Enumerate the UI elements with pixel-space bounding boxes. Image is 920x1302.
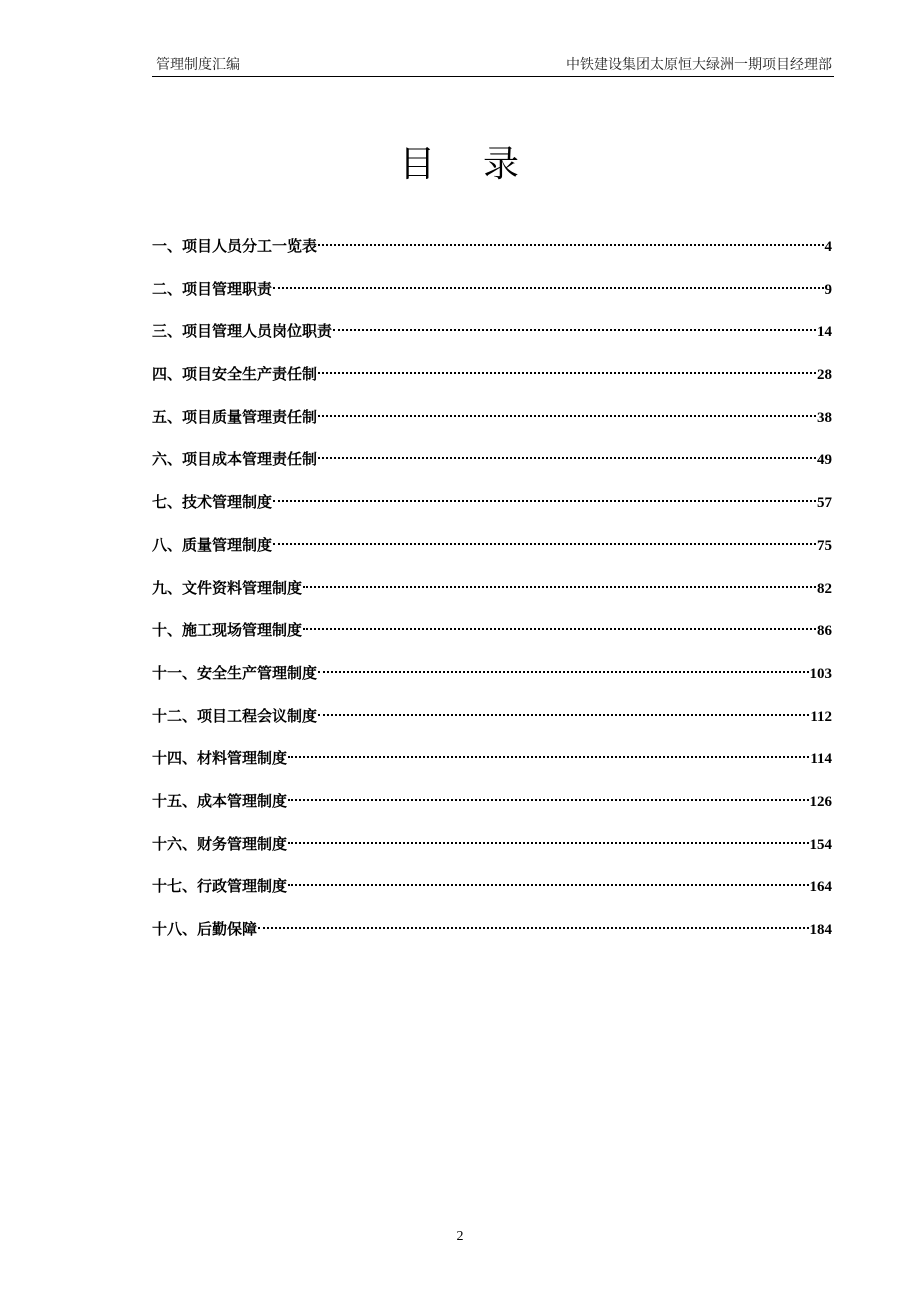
toc-entry-title: 三、项目管理人员岗位职责 [152,322,333,341]
toc-entry-page: 154 [809,836,832,853]
page-header [152,54,834,77]
toc-entry-title: 五、项目质量管理责任制 [152,407,318,426]
toc-dot-leader [333,329,816,331]
toc-dot-leader [273,500,816,502]
toc-dot-leader [318,671,808,673]
toc-entry-title: 十、施工现场管理制度 [152,621,303,640]
toc-entry[interactable] [152,576,832,619]
toc-dot-leader [303,586,816,588]
toc-entry-title: 十四、材料管理制度 [152,749,288,768]
toc-entry-title: 六、项目成本管理责任制 [152,450,318,469]
toc-dot-leader [258,927,808,929]
toc-entry-page: 49 [817,452,832,469]
toc-entry[interactable] [152,874,832,917]
toc-entry-title: 二、项目管理职责 [152,279,273,298]
toc-entry-page: 164 [809,879,832,896]
toc-title-char: 目 [399,144,437,185]
toc-entry[interactable] [152,832,832,875]
toc-entry-title: 十七、行政管理制度 [152,877,288,896]
page-number: 2 [456,1229,464,1244]
header-document-title: 管理制度汇编 [156,57,240,73]
toc-entry-title: 十二、项目工程会议制度 [152,706,318,725]
toc-entry-page: 9 [824,281,832,298]
toc-entry[interactable] [152,533,832,576]
toc-dot-leader [273,287,823,289]
toc-dot-leader [303,628,816,630]
toc-dot-leader [288,884,808,886]
toc-entry-page: 82 [817,580,832,597]
toc-dot-leader [318,457,816,459]
toc-entry-page: 75 [817,537,832,554]
toc-entry[interactable] [152,661,832,704]
toc-entry[interactable] [152,362,832,405]
toc-entry-page: 103 [809,665,832,682]
toc-entry[interactable] [152,277,832,320]
toc-title-char: 录 [483,144,521,185]
toc-list [152,234,832,960]
toc-entry-title: 十五、成本管理制度 [152,791,288,810]
toc-entry[interactable] [152,746,832,789]
toc-entry[interactable] [152,789,832,832]
toc-entry-title: 十八、后勤保障 [152,920,258,938]
toc-dot-leader [318,372,816,374]
toc-entry-page: 126 [809,793,832,810]
toc-entry-title: 四、项目安全生产责任制 [152,365,318,384]
toc-entry-title: 八、质量管理制度 [152,535,273,554]
toc-entry-page: 38 [817,409,832,426]
toc-entry[interactable] [152,405,832,448]
toc-entry-title: 一、项目人员分工一览表 [152,237,318,255]
toc-entry-title: 十六、财务管理制度 [152,834,288,853]
toc-entry-title: 七、技术管理制度 [152,493,273,512]
toc-entry[interactable] [152,234,832,277]
toc-entry-page: 14 [817,324,832,341]
toc-dot-leader [273,543,816,545]
toc-entry[interactable] [152,319,832,362]
toc-entry[interactable] [152,704,832,747]
toc-entry-title: 十一、安全生产管理制度 [152,663,318,682]
toc-entry-page: 86 [817,623,832,640]
header-organization: 中铁建设集团太原恒大绿洲一期项目经理部 [566,57,832,73]
toc-dot-leader [288,799,808,801]
toc-dot-leader [288,756,809,758]
toc-entry-title: 九、文件资料管理制度 [152,578,303,597]
toc-entry-page: 57 [817,495,832,512]
toc-entry-page: 184 [809,922,832,938]
toc-entry[interactable] [152,490,832,533]
toc-entry[interactable] [152,618,832,661]
toc-dot-leader [318,244,823,246]
toc-dot-leader [318,714,809,716]
toc-entry-page: 28 [817,367,832,384]
toc-title [0,140,920,190]
toc-entry[interactable] [152,917,832,960]
toc-entry-page: 4 [824,239,832,255]
toc-entry-page: 112 [810,708,832,725]
toc-entry[interactable] [152,447,832,490]
toc-dot-leader [318,415,816,417]
toc-dot-leader [288,842,808,844]
toc-entry-page: 114 [810,751,832,768]
